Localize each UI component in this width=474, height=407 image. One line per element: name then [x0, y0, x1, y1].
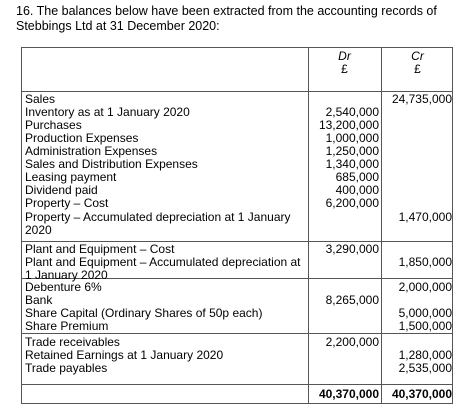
row-label: Property – Accumulated depreciation at 1 January 2020 [25, 210, 291, 237]
dr-amount: 2,200,000 [325, 335, 379, 349]
cr-currency-symbol: £ [414, 62, 421, 76]
row-label: Trade receivables [25, 335, 120, 349]
cr-amount: 1,500,000 [398, 319, 452, 333]
row-label: Trade payables [25, 361, 108, 375]
row-label: Plant and Equipment – Accumulated depreciation at 1 January 2020 [25, 255, 301, 282]
row-label: Bank [25, 293, 53, 307]
dr-amount: 2,540,000 [325, 105, 379, 119]
dr-amount: 6,200,000 [325, 196, 379, 210]
row-label: Production Expenses [25, 131, 139, 145]
section-divider-3 [22, 333, 452, 334]
trial-balance-table [21, 47, 453, 404]
dr-header-label: Dr [338, 49, 351, 63]
header-divider [22, 91, 452, 92]
cr-amount: 2,535,000 [398, 361, 452, 375]
cr-amount: 1,850,000 [398, 255, 452, 269]
cr-amount: 1,470,000 [398, 210, 452, 224]
row-label: Purchases [25, 118, 82, 132]
row-label: Debenture 6% [25, 280, 102, 294]
cr-total: 40,370,000 [391, 387, 452, 401]
cr-amount: 24,735,000 [391, 92, 452, 106]
dr-amount: 8,265,000 [325, 293, 379, 307]
cr-header-label: Cr [411, 49, 424, 63]
column-divider-dr [308, 48, 309, 403]
dr-amount: 1,340,000 [325, 157, 379, 171]
question-text: 16. The balances below have been extracted from the accounting records of Stebbings Ltd at 31 December 2020: [16, 4, 437, 33]
dr-amount: 685,000 [335, 170, 379, 184]
column-divider-cr [381, 48, 382, 403]
row-label: Share Capital (Ordinary Shares of 50p each) [25, 306, 263, 320]
dr-total: 40,370,000 [318, 387, 379, 401]
cr-amount: 2,000,000 [398, 280, 452, 294]
row-label: Sales [25, 92, 56, 106]
row-label: Share Premium [25, 319, 109, 333]
row-label: Dividend paid [25, 183, 98, 197]
dr-currency-symbol: £ [341, 62, 348, 76]
row-label: Inventory as at 1 January 2020 [25, 105, 190, 119]
row-label: Administration Expenses [25, 144, 158, 158]
total-divider [22, 384, 452, 385]
dr-amount: 1,000,000 [325, 131, 379, 145]
dr-amount: 13,200,000 [318, 118, 379, 132]
cr-amount: 1,280,000 [398, 348, 452, 362]
dr-amount: 3,290,000 [325, 242, 379, 256]
row-label: Leasing payment [25, 170, 117, 184]
cr-amount: 5,000,000 [398, 306, 452, 320]
row-label: Plant and Equipment – Cost [25, 242, 175, 256]
row-label: Property – Cost [25, 196, 109, 210]
dr-amount: 1,250,000 [325, 144, 379, 158]
cr-header [381, 50, 454, 76]
dr-header [308, 50, 381, 76]
dr-amount: 400,000 [335, 183, 379, 197]
row-label: Sales and Distribution Expenses [25, 157, 198, 171]
row-label: Retained Earnings at 1 January 2020 [25, 348, 224, 362]
